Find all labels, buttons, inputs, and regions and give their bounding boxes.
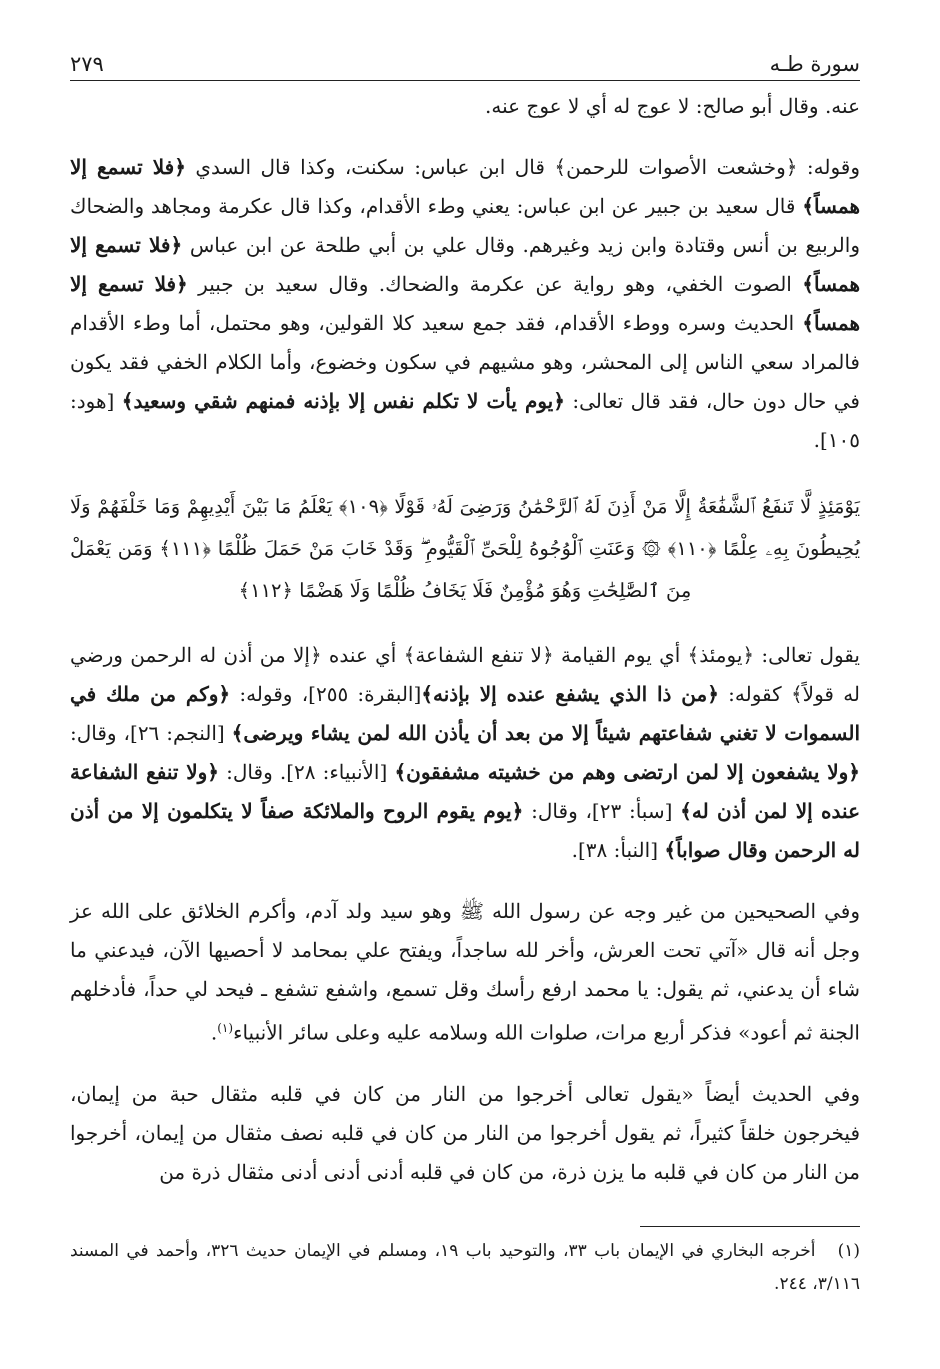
footnote [70, 1235, 860, 1301]
paragraph-3-quote-3: ﴿ولا يشفعون إلا لمن ارتضى وهم من خشيته مشفقون﴾ [394, 760, 860, 784]
paragraph-3-quote-2: ﴿وكم من ملك في السموات لا تغني شفاعتهم شيئاً إلا من بعد أن يأذن الله لمن يشاء ويرضى﴾ [70, 682, 861, 745]
paragraph-3-text-2: [البقرة: ٢٥٥]، وقوله: [230, 682, 422, 706]
paragraph-3-text-3: [النجم: ٢٦]، وقال: [70, 721, 232, 745]
paragraph-2-text-3: الصوت الخفي، وهو رواية عن عكرمة والضحاك. وقال سعيد بن جبير [187, 272, 803, 296]
paragraph-2-text-2: قال سعيد بن جبير عن ابن عباس: يعني وطء الأقدام، وكذا قال عكرمة ومجاهد والضحاك والربيع بن أنس وقتادة وابن زيد وغيرهم. وقال علي بن أبي طلحة عن ابن عباس [70, 194, 860, 257]
paragraph-2-text-1: وقوله: ﴿وخشعت الأصوات للرحمن﴾ قال ابن عباس: سكنت، وكذا قال السدي [185, 155, 861, 179]
paragraph-4-text: وفي الصحيحين من غير وجه عن رسول الله ﷺ وهو سيد ولد آدم، وأكرم الخلائق على الله عز وجل أنه قال «آتي تحت العرش، وأخر لله ساجداً، ويفتح علي بمحامد لا أحصيها الآن، فيدعني ما شاء أن يدعني، ثم يقول: يا محمد ارفع رأسك وقل تسمع، واشفع تشفع ـ فيحد لي حداً، فأدخلهم الجنة ثم أعود» فذكر أربع مرات، صلوات الله وسلامه عليه وعلى سائر الأنبياء [70, 899, 860, 1045]
paragraph-3-text-5: [سبأ: ٢٣]، وقال: [523, 799, 681, 823]
paragraph-3-text-4: [الأنبياء: ٢٨]. وقال: [219, 760, 395, 784]
paragraph-4 [70, 892, 860, 1053]
footnote-text: أخرجه البخاري في الإيمان باب ٣٣، والتوحيد باب ١٩، ومسلم في الإيمان حديث ٣٢٦، وأحمد في المسند ٣/١١٦، ٢٤٤. [70, 1240, 860, 1294]
paragraph-3-text-1: يقول تعالى: ﴿يومئذ﴾ أي يوم القيامة ﴿لا تنفع الشفاعة﴾ أي عنده ﴿إلا من أذن له الرحمن ورضي له قولاً﴾ كقوله: [70, 643, 861, 706]
footnote-reference[interactable]: (١) [217, 1021, 234, 1035]
paragraph-2-quote-4: ﴿يوم يأت لا تكلم نفس إلا بإذنه فمنهم شقي وسعيد﴾ [121, 389, 565, 413]
paragraph-2-text-4: الحديث وسره ووطء الأقدام، فقد جمع سعيد كلا القولين، وهو محتمل، أما وطء الأقدام فالمراد سعي الناس إلى المحشر، وهو مشيهم في سكون وخضوع، وأما الكلام الخفي فقد يكون في حال دون حال، فقد قال تعالى: [70, 311, 860, 413]
quran-verses: يَوْمَئِذٍ لَّا تَنفَعُ ٱلشَّفَٰعَةُ إِلَّا مَنْ أَذِنَ لَهُ ٱلرَّحْمَٰنُ وَرَضِىَ لَهُۥ قَوْلًا ﴿١٠٩﴾ يَعْلَمُ مَا بَيْنَ أَيْدِيهِمْ وَمَا خَلْفَهُمْ وَلَا يُحِيطُونَ بِهِۦ عِلْمًا ﴿١١٠﴾ ۞ وَعَنَتِ ٱلْوُجُوهُ لِلْحَىِّ ٱلْقَيُّومِ ۖ وَقَدْ خَابَ مَنْ حَمَلَ ظُلْمًا ﴿١١١﴾ وَمَن يَعْمَلْ مِنَ ٱلصَّٰلِحَٰتِ وَهُوَ مُؤْمِنٌ فَلَا يَخَافُ ظُلْمًا وَلَا هَضْمًا ﴿١١٢﴾ [70, 495, 861, 602]
paragraph-3-quote-4: ﴿ولا تنفع الشفاعة عنده إلا لمن أذن له﴾ [70, 760, 860, 823]
running-header [70, 38, 860, 81]
paragraph-5: وفي الحديث أيضاً «يقول تعالى أخرجوا من النار من كان في قلبه مثقال حبة من إيمان، فيخرجون خلقاً كثيراً، ثم يقول أخرجوا من النار من كان في قلبه نصف مثقال من إيمان، أخرجوا من النار من كان في قلبه ما يزن ذرة، من كان في قلبه أدنى أدنى أدنى مثقال ذرة من [70, 1081, 860, 1184]
paragraph-4-end: . [210, 1020, 218, 1045]
book-page [70, 38, 860, 1301]
paragraph-1: عنه. وقال أبو صالح: لا عوج له أي لا عوج عنه. [485, 94, 860, 118]
surah-title: سورة طـه [769, 52, 860, 76]
paragraph-3 [70, 636, 860, 870]
footnote-divider [640, 1226, 860, 1227]
paragraph-2-quote-1: ﴿فلا تسمع إلا همساً﴾ [70, 155, 860, 218]
paragraph-3-quote-5: ﴿يوم يقوم الروح والملائكة صفاً لا يتكلمون إلا من أذن له الرحمن وقال صواباً﴾ [70, 799, 860, 862]
paragraph-2-text-5: [هود: ١٠٥]. [70, 389, 860, 452]
paragraph-2-quote-2: ﴿فلا تسمع إلا همساً﴾ [70, 233, 861, 296]
paragraph-2-quote-3: ﴿فلا تسمع إلا همساً﴾ [70, 272, 860, 335]
page-number: ٢٧٩ [70, 52, 104, 76]
paragraph-2 [70, 148, 860, 460]
paragraph-3-quote-1: ﴿من ذا الذي يشفع عنده إلا بإذنه﴾ [421, 682, 719, 706]
paragraph-3-text-6: [النبأ: ٣٨]. [571, 838, 665, 862]
footnote-number: (١) [837, 1240, 861, 1261]
